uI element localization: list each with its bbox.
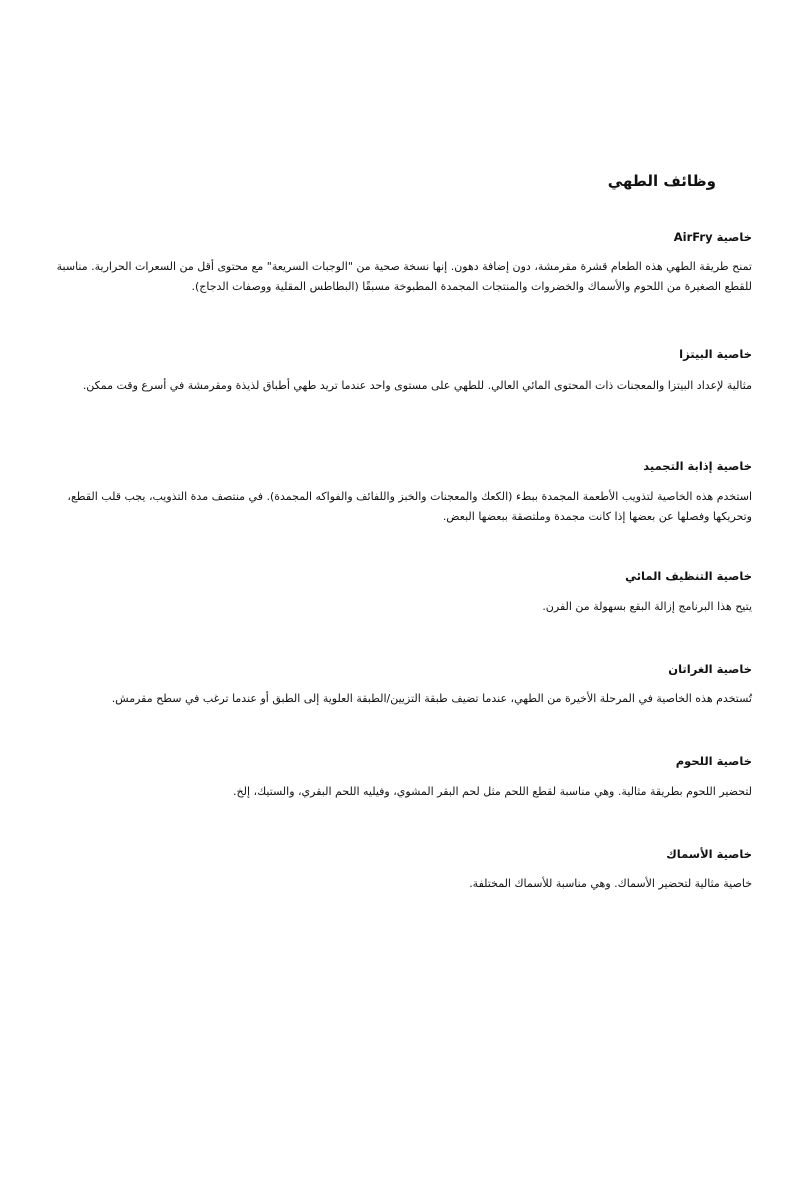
page-title: وظائف الطهي (607, 172, 716, 190)
section-heading-meat: خاصية اللحوم (675, 754, 752, 768)
section-body-gratin: تُستخدم هذه الخاصية في المرحلة الأخيرة من الطهي، عندما تضيف طبقة التزيين/الطبقة العلوية إلى الطبق أو عندما ترغب في سطح مقرمش. (111, 692, 752, 705)
section-heading-fish: خاصية الأسماك (666, 847, 752, 861)
section-body-airfry: تمنح طريقة الطهي هذه الطعام قشرة مقرمشة، دون إضافة دهون. إنها نسخة صحية من "الوجبات السريعة" مع محتوى أقل من السعرات الحرارية. مناسبة للقطع الصغيرة من اللحوم والأسماك والخضروات والمنتجات المجمدة المطبوخة مسبقًا (البطاطس المقلية ووصفات الدجاج). (56, 260, 752, 293)
section-heading-defrost: خاصية إذابة التجميد (643, 459, 752, 473)
section-body-defrost: استخدم هذه الخاصية لتذويب الأطعمة المجمدة ببطء (الكعك والمعجنات والخبز واللفائف والفواكه المجمدة). في منتصف مدة التذويب، يجب قلب القطع، وتحريكها وفصلها عن بعضها إذا كانت مجمدة وملتصقة ببعضها البعض. (67, 490, 752, 523)
section-body-meat: لتحضير اللحوم بطريقة مثالية. وهي مناسبة لقطع اللحم مثل لحم البقر المشوي، وفيليه اللحم البقري، والستيك، إلخ. (233, 785, 752, 798)
section-body-aqua-clean: يتيح هذا البرنامج إزالة البقع بسهولة من الفرن. (542, 600, 752, 613)
section-body-pizza: مثالية لإعداد البيتزا والمعجنات ذات المحتوى المائي العالي. للطهي على مستوى واحد عندما تريد طهي أطباق لذيذة ومقرمشة في أسرع وقت ممكن. (82, 379, 752, 392)
section-heading-gratin: خاصية الغراتان (668, 662, 752, 676)
section-heading-airfry: خاصية AirFry (673, 230, 752, 244)
section-heading-aqua-clean: خاصية التنظيف المائي (625, 569, 752, 583)
section-body-fish: خاصية مثالية لتحضير الأسماك. وهي مناسبة للأسماك المختلفة. (469, 877, 752, 890)
section-heading-pizza: خاصية البيتزا (679, 347, 752, 361)
